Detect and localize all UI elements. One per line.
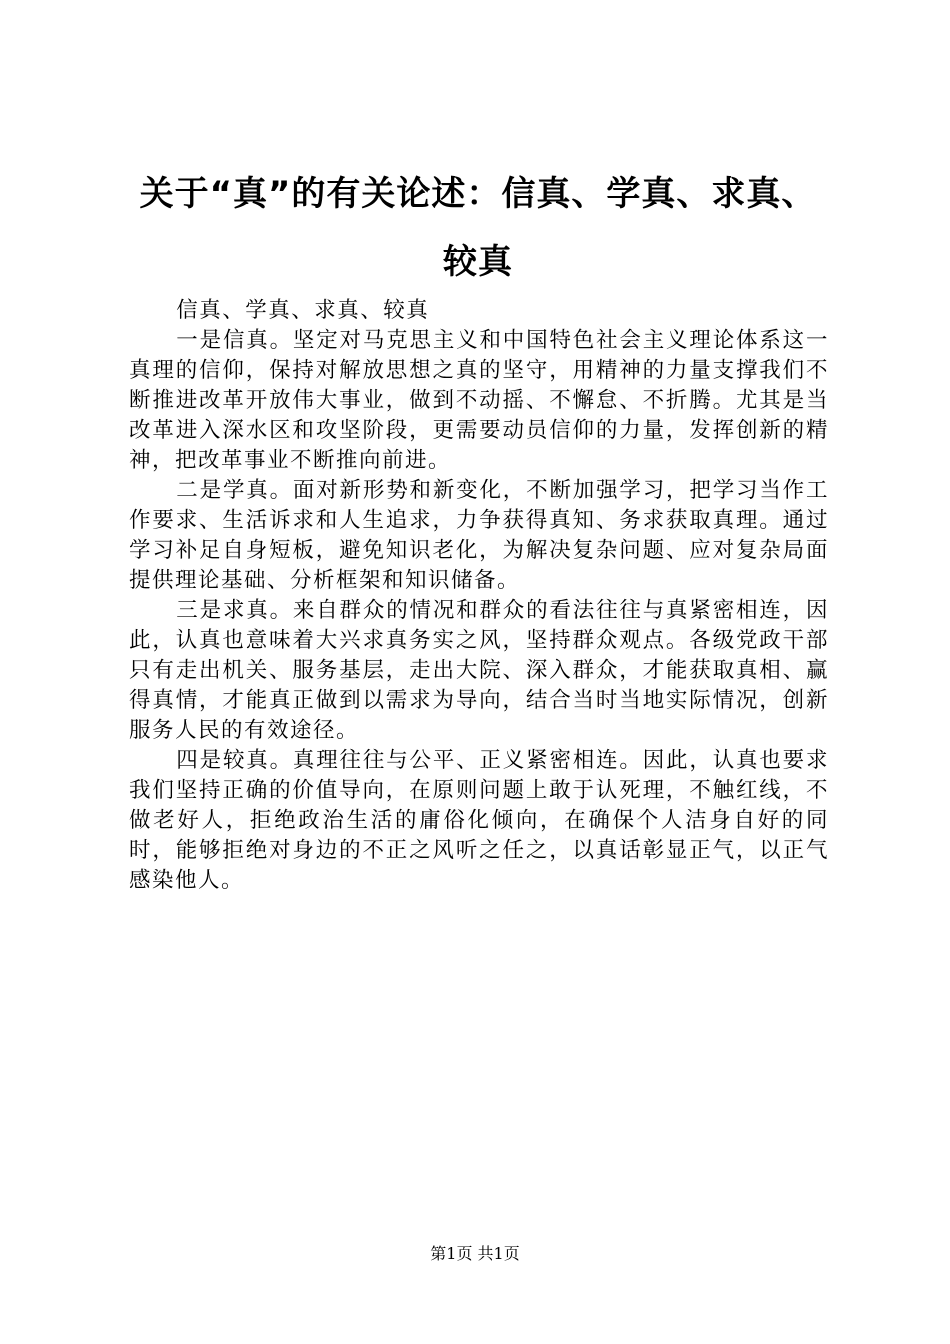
- paragraph-xinzhen: 一是信真。坚定对马克思主义和中国特色社会主义理论体系这一真理的信仰，保持对解放思想之真的坚守，用精神的力量支撑我们不断推进改革开放伟大事业，做到不动摇、不懈怠、不折腾。尤其是当改革进入深水区和攻坚阶段，更需要动员信仰的力量，发挥创新的精神，把改革事业不断推向前进。: [129, 328, 829, 473]
- document-body: [129, 296, 829, 896]
- paragraph-qiuzhen: 三是求真。来自群众的情况和群众的看法往往与真紧密相连，因此，认真也意味着大兴求真务实之风，坚持群众观点。各级党政干部只有走出机关、服务基层，走出大院、深入群众，才能获取真相、赢得真情，才能真正做到以需求为导向，结合当时当地实际情况，创新服务人民的有效途径。: [129, 598, 829, 743]
- document-title: 关于“真”的有关论述：信真、学真、求真、较真: [139, 174, 817, 282]
- subtitle-line: 信真、学真、求真、较真: [176, 298, 430, 323]
- page-footer: 第1页 共1页: [430, 1244, 520, 1263]
- paragraph-jiaozhen: 四是较真。真理往往与公平、正义紧密相连。因此，认真也要求我们坚持正确的价值导向，在原则问题上敢于认死理，不触红线，不做老好人，拒绝政治生活的庸俗化倾向，在确保个人洁身自好的同时，能够拒绝对身边的不正之风听之任之，以真话彰显正气，以正气感染他人。: [129, 748, 829, 893]
- paragraph-xuezhen: 二是学真。面对新形势和新变化，不断加强学习，把学习当作工作要求、生活诉求和人生追求，力争获得真知、务求获取真理。通过学习补足自身短板，避免知识老化，为解决复杂问题、应对复杂局面提供理论基础、分析框架和知识储备。: [129, 478, 829, 593]
